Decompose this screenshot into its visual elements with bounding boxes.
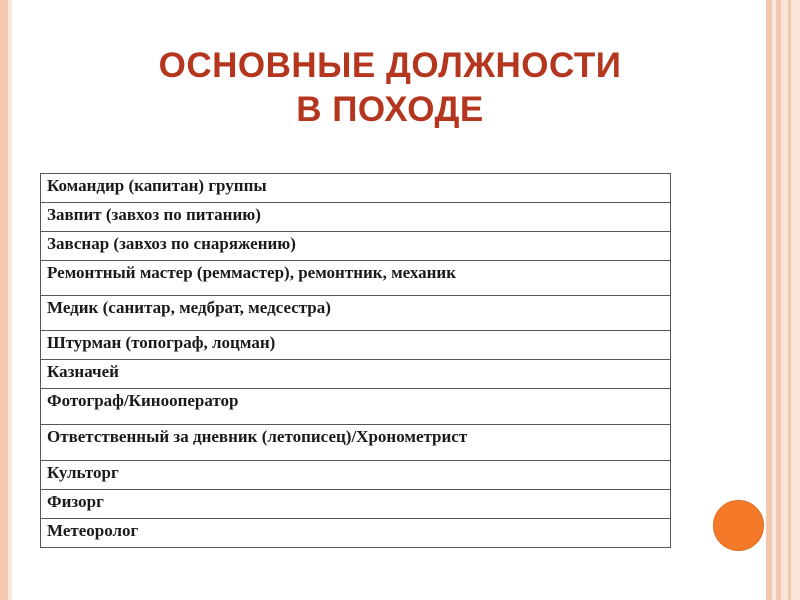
orange-circle-decoration (713, 500, 764, 551)
table-row (41, 425, 671, 461)
position-cell: Завпит (завхоз по питанию) (41, 203, 671, 232)
table-row (41, 389, 671, 425)
position-cell: Командир (капитан) группы (41, 174, 671, 203)
position-cell: Метеоролог (41, 519, 671, 548)
slide-title-line-1: ОСНОВНЫЕ ДОЛЖНОСТИ (158, 46, 622, 85)
table-row (41, 519, 671, 548)
position-cell: Штурман (топограф, лоцман) (41, 331, 671, 360)
position-cell: Культорг (41, 461, 671, 490)
table-row (41, 174, 671, 203)
positions-table (40, 173, 671, 548)
position-cell: Казначей (41, 360, 671, 389)
slide-title (40, 44, 740, 132)
position-cell: Фотограф/Кинооператор (41, 389, 671, 425)
table-row (41, 261, 671, 296)
position-cell: Физорг (41, 490, 671, 519)
table-row (41, 490, 671, 519)
position-cell: Медик (санитар, медбрат, медсестра) (41, 296, 671, 331)
table-row (41, 360, 671, 389)
table-row (41, 296, 671, 331)
left-border (0, 0, 8, 600)
right-border-stripe (788, 0, 791, 600)
position-cell: Ответственный за дневник (летописец)/Хронометрист (41, 425, 671, 461)
table-row (41, 461, 671, 490)
position-cell: Ремонтный мастер (реммастер), ремонтник, механик (41, 261, 671, 296)
table-row (41, 232, 671, 261)
table-row (41, 203, 671, 232)
position-cell: Завснар (завхоз по снаряжению) (41, 232, 671, 261)
table-row (41, 331, 671, 360)
left-border-inner (8, 0, 12, 600)
slide-title-line-2: В ПОХОДЕ (296, 90, 484, 129)
